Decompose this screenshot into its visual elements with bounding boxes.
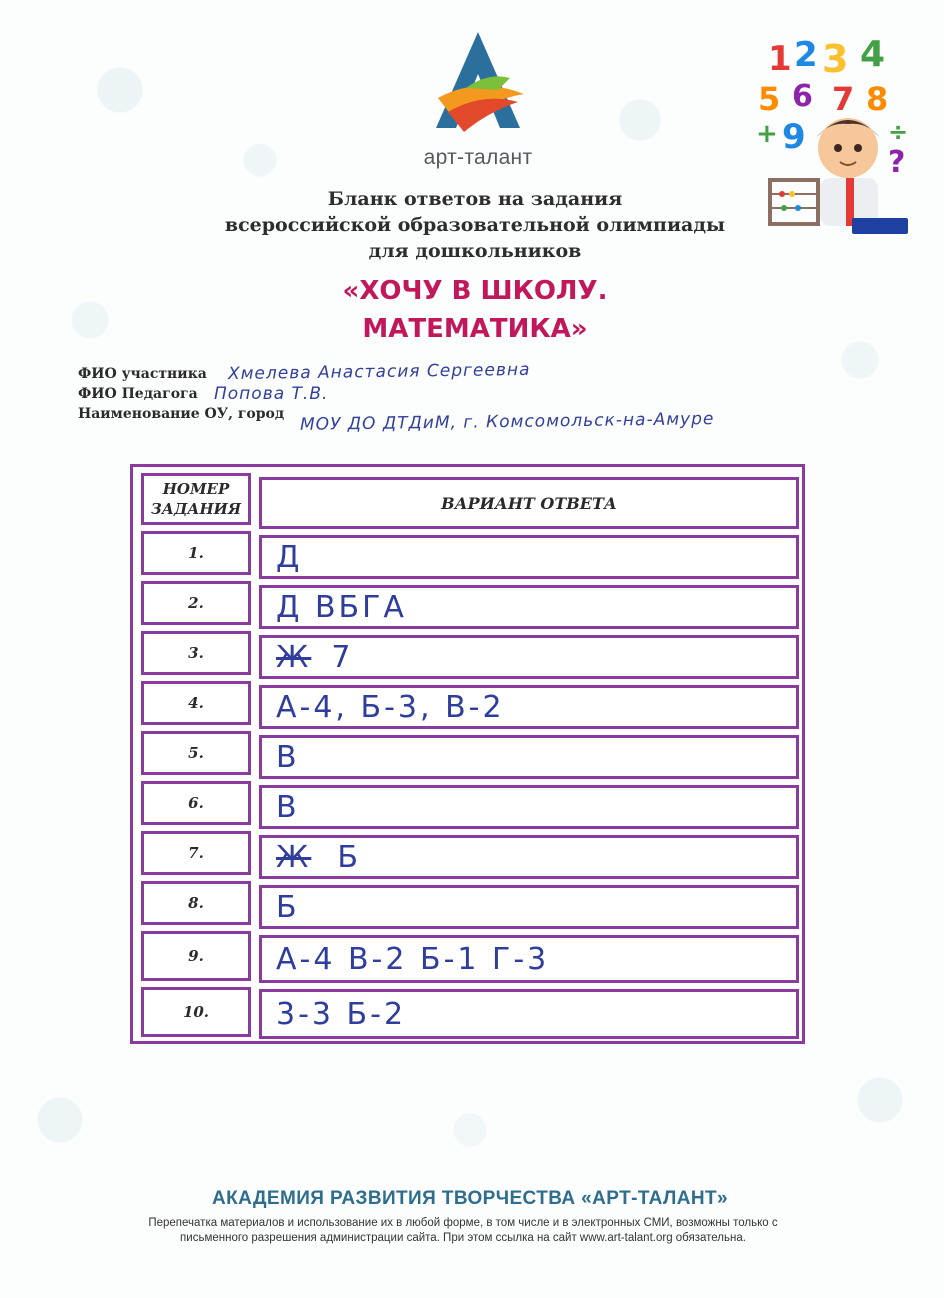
svg-text:9: 9 [782, 117, 806, 157]
answer-cell: Б [259, 885, 799, 929]
answer-cell: Д ВБГА [259, 585, 799, 629]
participant-value: Хмелева Анастасия Сергеевна [227, 359, 531, 385]
task-number: 4. [141, 681, 251, 725]
teacher-value: Попова Т.В. [214, 384, 329, 404]
title-line: «ХОЧУ В ШКОЛУ. [342, 276, 608, 306]
task-number: 8. [141, 881, 251, 925]
answer-cell: А-4, Б-3, В-2 [259, 685, 799, 729]
header-task-number-line: ЗАДАНИЯ [150, 500, 242, 518]
header-task-number-line: НОМЕР [162, 480, 230, 498]
olympiad-title [250, 272, 700, 348]
task-number: 9. [141, 931, 251, 981]
task-number: 7. [141, 831, 251, 875]
task-number: 3. [141, 631, 251, 675]
header-task-number [141, 473, 251, 525]
svg-text:6: 6 [792, 79, 813, 114]
heading-line: Бланк ответов на задания [327, 188, 623, 210]
crossed-out-answer: Ж [276, 839, 312, 875]
footer-note-line: Перепечатка материалов и использование их в любой форме, в том числе и в электронных СМИ, возможны только с [148, 1217, 778, 1229]
svg-text:7: 7 [832, 80, 855, 118]
task-number: 6. [141, 781, 251, 825]
footer-copyright-note [98, 1216, 828, 1246]
task-number: 1. [141, 531, 251, 575]
institution-value: МОУ ДО ДТДиМ, г. Комсомольск-на-Амуре [299, 409, 715, 435]
art-talant-logo [428, 28, 528, 140]
answer-cell: А-4 В-2 Б-1 Г-3 [259, 935, 799, 983]
form-heading [160, 186, 790, 264]
participant-label: ФИО участника [78, 366, 207, 382]
teacher-label: ФИО Педагога [78, 386, 198, 402]
answer-cell: Д [259, 535, 799, 579]
corrected-answer: 7 [331, 639, 354, 675]
answer-cell: В [259, 735, 799, 779]
answer-cell: 3-3 Б-2 [259, 989, 799, 1039]
svg-text:8: 8 [866, 80, 889, 118]
answers-table [130, 464, 805, 1044]
corrected-answer: Б [337, 839, 361, 875]
heading-line: для дошкольников [368, 240, 582, 262]
brand-name: арт-талант [423, 146, 533, 169]
svg-text:5: 5 [758, 80, 781, 118]
svg-text:+: + [756, 119, 778, 149]
institution-label: Наименование ОУ, город [78, 406, 285, 422]
answer-cell: В [259, 785, 799, 829]
svg-text:1: 1 [768, 39, 792, 79]
svg-text:÷: ÷ [888, 118, 909, 146]
footer-note-line: письменного разрешения администрации сайта. При этом ссылка на сайт www.art-talant.org обязательна. [180, 1232, 746, 1244]
task-number: 2. [141, 581, 251, 625]
svg-text:3: 3 [822, 37, 849, 81]
title-line: МАТЕМАТИКА» [362, 314, 588, 344]
answer-cell [259, 635, 799, 679]
answer-cell [259, 835, 799, 879]
svg-text:4: 4 [860, 34, 886, 75]
svg-text:?: ? [888, 145, 906, 180]
svg-text:2: 2 [794, 35, 818, 75]
header-answer: ВАРИАНТ ОТВЕТА [259, 477, 799, 529]
task-number: 5. [141, 731, 251, 775]
heading-line: всероссийской образовательной олимпиады [224, 214, 726, 236]
footer-academy-title: АКАДЕМИЯ РАЗВИТИЯ ТВОРЧЕСТВА «АРТ-ТАЛАНТ» [212, 1188, 728, 1209]
task-number: 10. [141, 987, 251, 1037]
crossed-out-answer: Ж [276, 639, 312, 675]
